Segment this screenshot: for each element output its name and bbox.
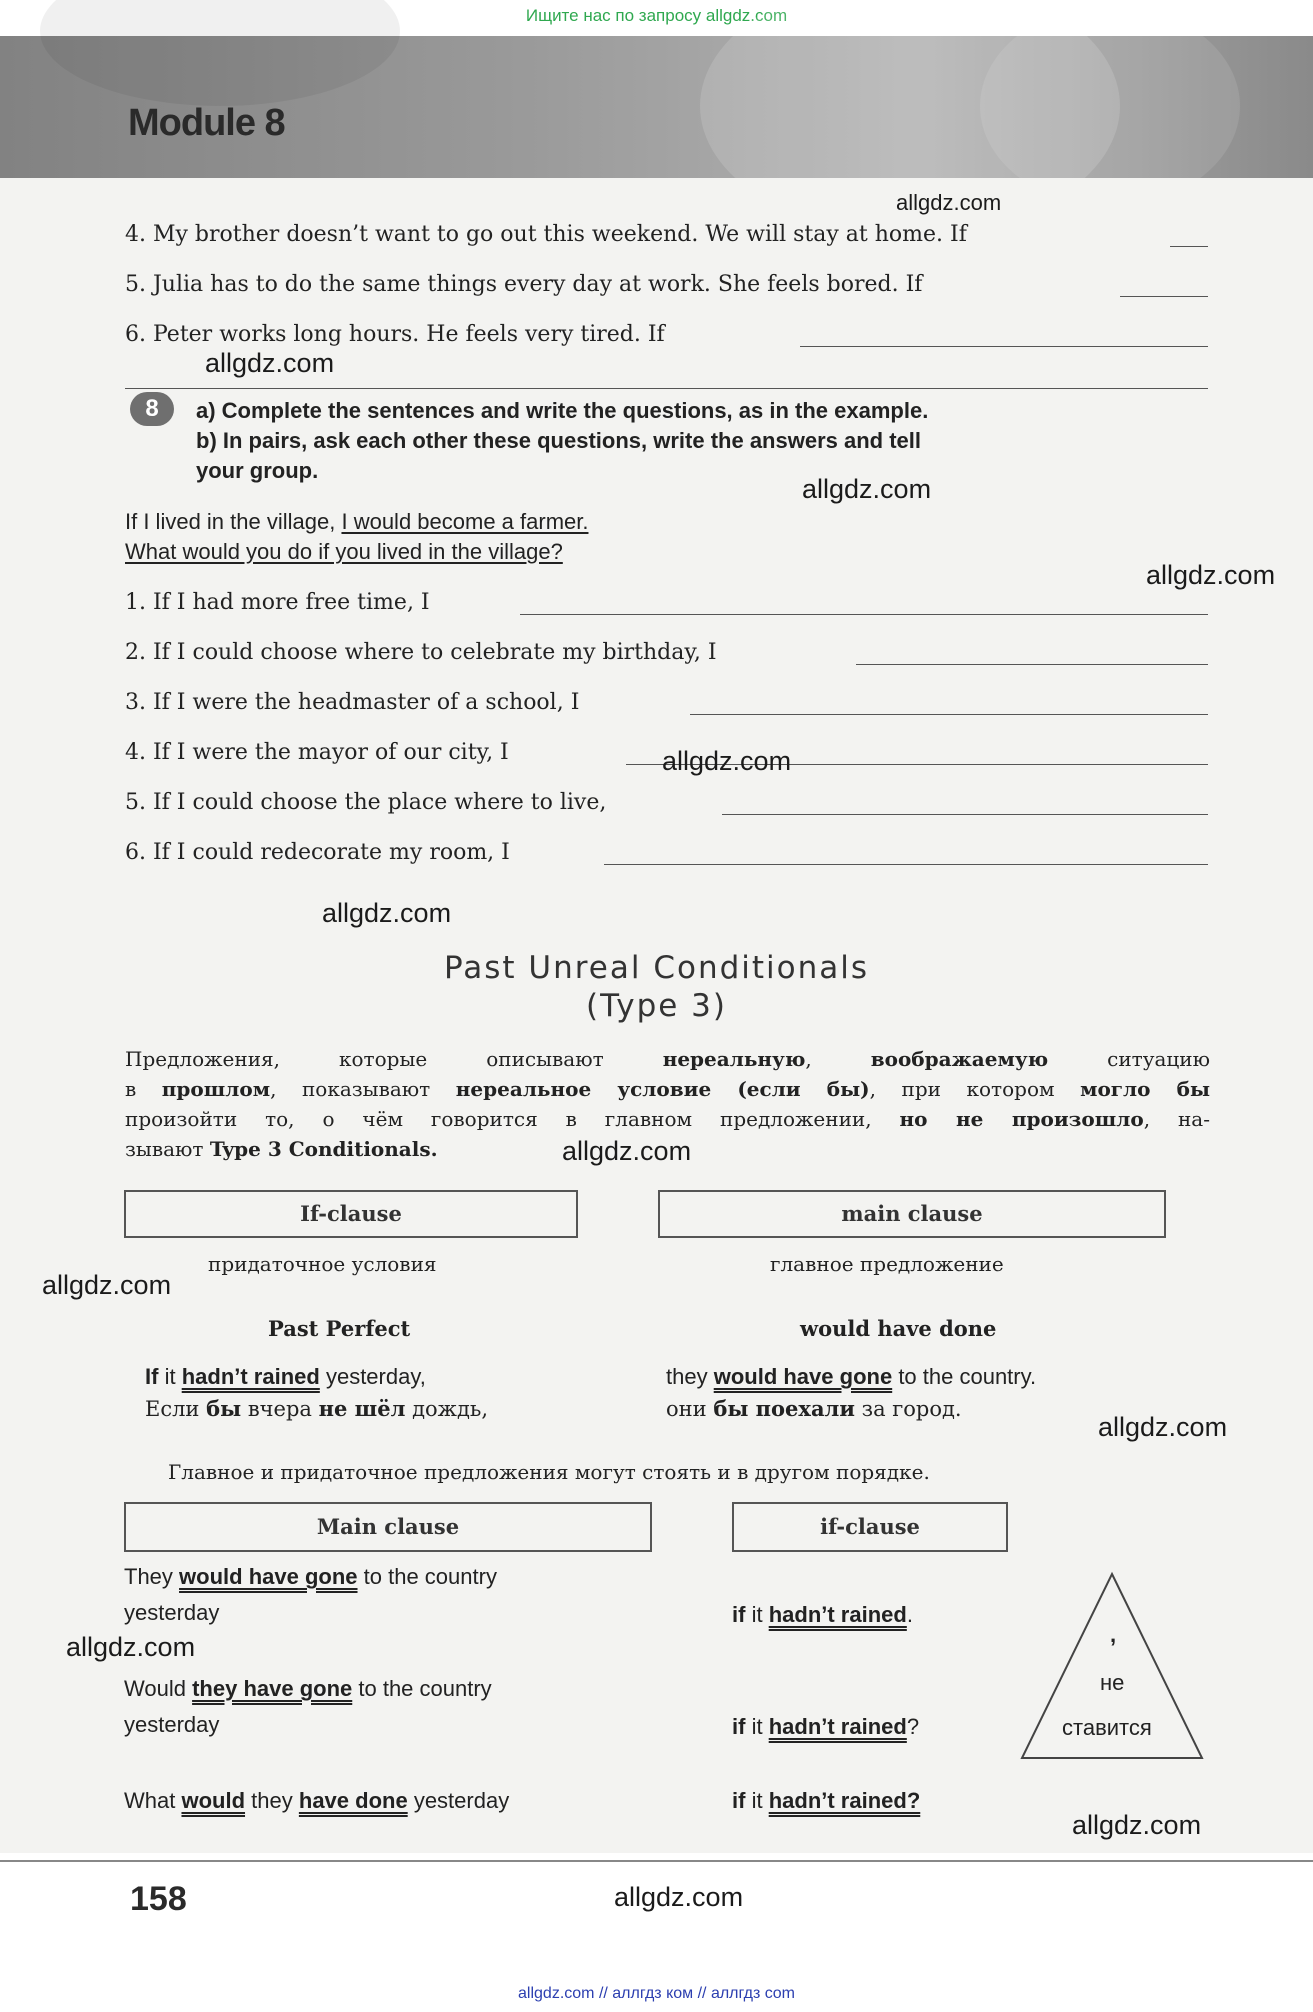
instruction-a: a) Complete the sentences and write the questions, as in the example.: [196, 398, 929, 423]
exercise7-line: 5. Julia has to do the same things every day at work. She feels bored. If: [125, 272, 923, 297]
triangle-comma: ,: [1110, 1622, 1117, 1647]
watermark: allgdz.com: [562, 1136, 692, 1166]
answer-line: [690, 714, 1208, 715]
watermark: allgdz.com: [662, 746, 792, 776]
answer-line: [1120, 296, 1208, 297]
example-if-part: If I lived in the village,: [125, 509, 336, 534]
main-clause-ru: главное предложение: [770, 1252, 1004, 1276]
rule-line: зывают Type 3 Conditionals.: [125, 1137, 438, 1161]
table2-row3-if: if it hadn’t rained?: [732, 1788, 921, 1813]
if-clause-translation: Если бы вчера не шёл дождь,: [145, 1396, 489, 1421]
answer-line: [722, 814, 1208, 815]
watermark: allgdz.com: [322, 898, 452, 928]
module-title: Module 8: [128, 102, 285, 144]
if-clause-box: If-clause: [124, 1190, 578, 1238]
triangle-text-1: не: [1100, 1670, 1125, 1695]
exercise8-item: 3. If I were the headmaster of a school, I: [125, 690, 580, 715]
answer-line: [1170, 246, 1208, 247]
exercise7-line: 4. My brother doesn’t want to go out this weekend. We will stay at home. If: [125, 222, 967, 247]
rule-line: Предложения, которые описывают нереальную, воображаемую ситуацию: [125, 1047, 1211, 1071]
page-bottom-rule: [0, 1860, 1313, 1862]
section-subtitle: (Type 3): [586, 988, 727, 1024]
watermark: allgdz.com: [205, 348, 335, 378]
main-clause-example: they would have gone to the country.: [666, 1364, 1037, 1389]
exercise8-item: 6. If I could redecorate my room, I: [125, 840, 510, 865]
watermark: allgdz.com: [1146, 560, 1276, 590]
answer-line: [604, 864, 1208, 865]
if-clause-tense: Past Perfect: [268, 1316, 411, 1341]
site-links-bottom[interactable]: allgdz.com // аллгдз ком // аллгдз com: [518, 1985, 795, 2002]
answer-line: [856, 664, 1208, 665]
table2-row3-main: What would they have done yesterday: [124, 1788, 510, 1813]
page-number: 158: [130, 1880, 187, 1918]
main-clause-box: main clause: [658, 1190, 1166, 1238]
table2-row2-main: Would they have gone to the country: [124, 1676, 492, 1701]
answer-line: [520, 614, 1208, 615]
if-clause-box-2: if-clause: [732, 1502, 1008, 1552]
order-note: Главное и придаточное предложения могут стоять и в другом порядке.: [168, 1460, 930, 1484]
table2-row2-main-cont: yesterday: [124, 1712, 220, 1737]
example-answer: I would become a farmer.: [341, 509, 589, 534]
example-question: What would you do if you lived in the village?: [125, 539, 563, 564]
watermark: allgdz.com: [1098, 1412, 1228, 1442]
exercise7-line: 6. Peter works long hours. He feels very tired. If: [125, 322, 665, 347]
if-clause-ru: придаточное условия: [208, 1252, 437, 1276]
exercise8-item: 1. If I had more free time, I: [125, 590, 430, 615]
triangle-text-2: ставится: [1062, 1715, 1152, 1740]
watermark: allgdz.com: [42, 1270, 172, 1300]
table2-row1-main: They would have gone to the country: [124, 1564, 497, 1589]
table2-row1-main-cont: yesterday: [124, 1600, 220, 1625]
main-clause-tense: would have done: [800, 1316, 997, 1341]
watermark: allgdz.com: [1072, 1810, 1202, 1840]
table2-row2-if: if it hadn’t rained?: [732, 1714, 920, 1739]
if-clause-example: If it hadn’t rained yesterday,: [145, 1364, 426, 1389]
instruction-b-cont: your group.: [196, 458, 319, 483]
exercise8-item: 5. If I could choose the place where to live,: [125, 790, 607, 815]
exercise8-item: 2. If I could choose where to celebrate my birthday, I: [125, 640, 717, 665]
table2-row1-if: if it hadn’t rained.: [732, 1602, 913, 1627]
watermark: allgdz.com: [66, 1632, 196, 1662]
watermark: allgdz.com: [896, 190, 1002, 215]
site-link-top[interactable]: Ищите нас по запросу allgdz.com: [525, 6, 788, 25]
rule-line: в прошлом, показывают нереальное условие (если бы), при котором могло бы: [125, 1077, 1211, 1101]
section-title: Past Unreal Conditionals: [443, 950, 870, 986]
main-clause-box-2: Main clause: [124, 1502, 652, 1552]
answer-line: [125, 388, 1208, 389]
watermark: allgdz.com: [614, 1882, 744, 1912]
watermark: allgdz.com: [802, 474, 932, 504]
answer-line: [800, 346, 1208, 347]
exercise-number-badge: 8: [130, 392, 174, 426]
instruction-b: b) In pairs, ask each other these questions, write the answers and tell: [196, 428, 921, 453]
rule-line: произойти то, о чём говорится в главном предложении, но не произошло, на-: [125, 1107, 1210, 1131]
example-sentence: [125, 509, 588, 535]
main-clause-translation: они бы поехали за город.: [666, 1396, 962, 1421]
exercise8-item: 4. If I were the mayor of our city, I: [125, 740, 509, 765]
